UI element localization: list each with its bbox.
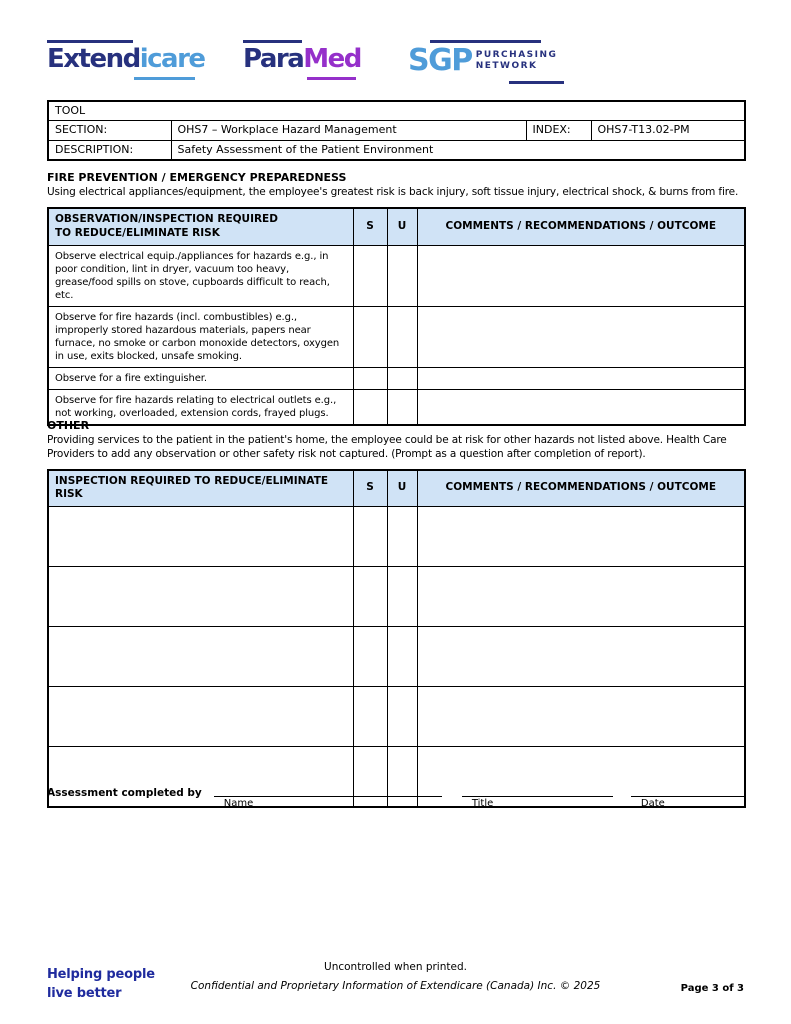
- sgp-logo-text: SGP: [408, 43, 472, 78]
- table-header-row: [48, 208, 745, 246]
- s-cell: [353, 506, 387, 566]
- u-cell: [387, 367, 417, 389]
- uncontrolled-note: Uncontrolled when printed.: [324, 961, 467, 973]
- section-label: SECTION:: [48, 121, 171, 140]
- description-label: DESCRIPTION:: [48, 140, 171, 160]
- tagline-line-2: live better: [47, 985, 122, 1001]
- signature-block: [47, 786, 744, 809]
- fire-section-heading: FIRE PREVENTION / EMERGENCY PREPAREDNESS: [47, 171, 347, 184]
- fire-risk-table: [47, 207, 746, 426]
- u-cell: [387, 245, 417, 306]
- observation-column-header: OBSERVATION/INSPECTION REQUIRED TO REDUCE/ELIMINATE RISK: [48, 208, 353, 246]
- inspection-column-header: INSPECTION REQUIRED TO REDUCE/ELIMINATE RISK: [48, 470, 353, 507]
- paramed-logo-text-2: Med: [303, 44, 361, 74]
- assessment-completed-by-label: Assessment completed by: [47, 787, 202, 799]
- signature-title-field: [462, 786, 613, 809]
- comments-column-header: COMMENTS / RECOMMENDATIONS / OUTCOME: [417, 208, 745, 246]
- inspection-cell: [48, 686, 353, 746]
- index-label: INDEX:: [526, 121, 591, 140]
- page-number: Page 3 of 3: [680, 983, 744, 994]
- paramed-logo: [243, 40, 361, 80]
- table-row: [48, 686, 745, 746]
- comments-cell: [417, 367, 745, 389]
- other-section: [47, 419, 744, 808]
- paramed-logo-rule-top: [243, 40, 302, 43]
- table-row: [48, 566, 745, 626]
- logo-bar: [47, 40, 564, 84]
- observation-cell: Observe for a fire extinguisher.: [48, 367, 353, 389]
- s-cell: [353, 686, 387, 746]
- u-cell: [387, 626, 417, 686]
- table-row: [48, 626, 745, 686]
- sgp-logo: [408, 40, 564, 84]
- s-column-header: S: [353, 208, 387, 246]
- observation-cell: Observe electrical equip./appliances for hazards e.g., in poor condition, lint in dryer, vacuum too heavy, grease/food spills on stove, cupboards difficult to reach, etc.: [48, 245, 353, 306]
- table-row: [48, 245, 745, 306]
- u-column-header: U: [387, 470, 417, 507]
- comments-cell: [417, 506, 745, 566]
- observation-cell: Observe for fire hazards (incl. combustibles) e.g., improperly stored hazardous materials, papers near furnace, no smoke or carbon monoxide detectors, oxygen in use, exits blocked, unsafe smoking.: [48, 306, 353, 367]
- fire-section-intro: Using electrical appliances/equipment, the employee's greatest risk is back injury, soft tissue injury, electrical shock, & burns from fire.: [47, 186, 739, 199]
- table-header-row: [48, 470, 745, 507]
- description-value: Safety Assessment of the Patient Environment: [171, 140, 745, 160]
- title-signature-line: [462, 786, 613, 797]
- paramed-logo-text-1: Para: [243, 44, 304, 74]
- comments-cell: [417, 626, 745, 686]
- empty-rows-container: [48, 506, 745, 807]
- other-risk-table: [47, 469, 746, 808]
- s-cell: [353, 245, 387, 306]
- date-caption: Date: [640, 798, 665, 809]
- name-caption: Name: [223, 798, 254, 809]
- tool-title: TOOL: [48, 101, 745, 121]
- extendicare-logo-rule-top: [47, 40, 133, 43]
- index-value: OHS7-T13.02-PM: [591, 121, 745, 140]
- table-row: [48, 506, 745, 566]
- date-signature-line: [631, 786, 744, 797]
- s-cell: [353, 306, 387, 367]
- comments-column-header: COMMENTS / RECOMMENDATIONS / OUTCOME: [417, 470, 745, 507]
- u-cell: [387, 506, 417, 566]
- tagline-line-1: Helping people: [47, 967, 155, 982]
- comments-cell: [417, 245, 745, 306]
- inspection-cell: [48, 626, 353, 686]
- confidential-note: Confidential and Proprietary Information of Extendicare (Canada) Inc. © 2025: [190, 980, 601, 992]
- sgp-logo-subtext: PURCHASING NETWORK: [475, 49, 558, 71]
- comments-cell: [417, 306, 745, 367]
- s-cell: [353, 566, 387, 626]
- u-cell: [387, 686, 417, 746]
- signature-date-field: [631, 786, 744, 809]
- comments-cell: [417, 686, 745, 746]
- s-column-header: S: [353, 470, 387, 507]
- other-section-intro: Providing services to the patient in the patient's home, the employee could be at risk for other hazards not listed above. Health Care Providers to add any observation or other safety risk not captured. (Prompt as a question after completion of report).: [47, 434, 727, 460]
- paramed-logo-rule-bottom: [307, 77, 356, 80]
- s-cell: [353, 367, 387, 389]
- comments-cell: [417, 566, 745, 626]
- s-cell: [353, 626, 387, 686]
- other-section-heading: OTHER: [47, 419, 90, 432]
- name-signature-line: [214, 786, 442, 797]
- inspection-cell: [48, 566, 353, 626]
- title-caption: Title: [471, 798, 494, 809]
- table-row: [48, 101, 745, 121]
- extendicare-logo-text-1: Extend: [47, 44, 140, 74]
- footer-center-block: [0, 961, 791, 992]
- signature-name-field: [214, 786, 442, 809]
- section-value: OHS7 – Workplace Hazard Management: [171, 121, 526, 140]
- extendicare-logo-text-2: icare: [139, 44, 205, 74]
- extendicare-logo: [47, 40, 205, 80]
- inspection-cell: [48, 506, 353, 566]
- fire-prevention-section: [47, 171, 744, 426]
- table-row: [48, 140, 745, 160]
- sgp-logo-rule-top: [430, 40, 541, 43]
- observation-cell: Observe for fire hazards relating to electrical outlets e.g., not working, overloaded, extension cords, frayed plugs.: [48, 389, 353, 425]
- u-cell: [387, 306, 417, 367]
- sgp-logo-rule-bottom: [509, 81, 564, 84]
- tool-header-table: [47, 100, 746, 161]
- table-row: [48, 306, 745, 367]
- u-cell: [387, 566, 417, 626]
- table-row: [48, 367, 745, 389]
- table-row: [48, 121, 745, 140]
- extendicare-logo-rule-bottom: [134, 77, 195, 80]
- u-column-header: U: [387, 208, 417, 246]
